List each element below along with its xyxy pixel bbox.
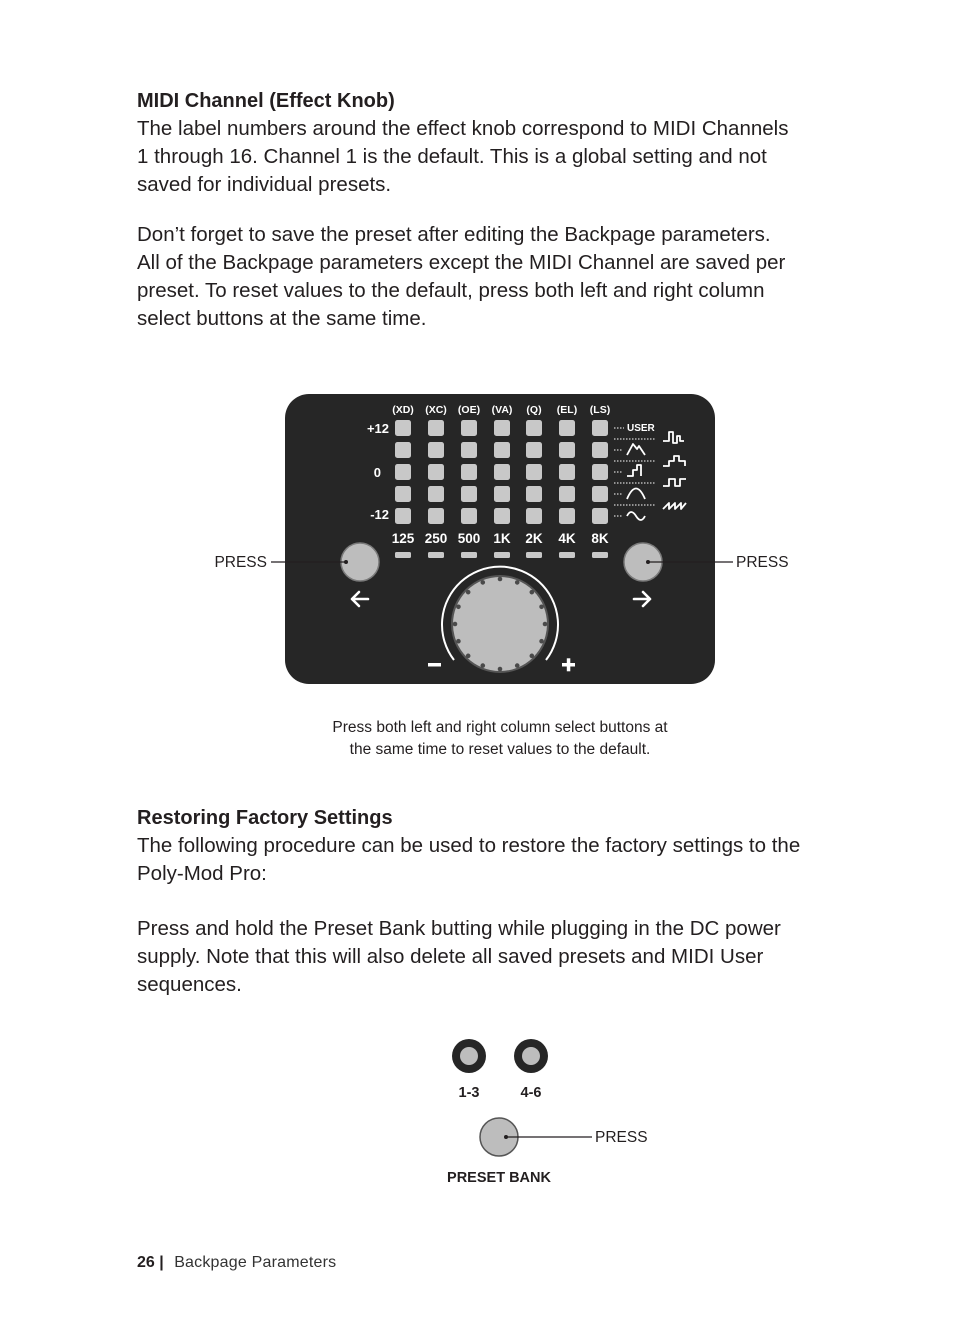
knob-grip-notch: [539, 639, 544, 644]
led-pad: [592, 508, 608, 524]
led-pad: [559, 420, 575, 436]
text-line: The following procedure can be used to restore the factory settings to the: [137, 834, 801, 857]
preset-bank-diagram: [0, 1030, 954, 1195]
column-label: (XD): [392, 404, 414, 416]
freq-label: 1K: [493, 531, 511, 546]
column-label: (EL): [556, 404, 578, 416]
led-pad: [461, 420, 477, 436]
effect-knob[interactable]: [452, 576, 548, 672]
text-line: saved for individual presets.: [137, 173, 392, 196]
knob-grip-notch: [456, 604, 461, 609]
section-heading-restoring: Restoring Factory Settings: [137, 807, 393, 829]
caption-line: the same time to reset values to the default.: [349, 741, 651, 758]
led-pad: [494, 486, 510, 502]
figure-caption: [250, 717, 750, 761]
row-label-zero: 0: [373, 465, 381, 480]
led-pad: [592, 442, 608, 458]
preset-bank-label: PRESET BANK: [447, 1170, 551, 1186]
led-pad: [461, 508, 477, 524]
text-line: 1 through 16. Channel 1 is the default. This is a global setting and not: [137, 145, 767, 168]
led-pad: [461, 464, 477, 480]
led-pad: [428, 442, 444, 458]
text-line: The label numbers around the effect knob correspond to MIDI Channels: [137, 117, 789, 140]
column-label: (OE): [457, 404, 481, 416]
press-right-label: PRESS: [736, 554, 789, 571]
text-line: sequences.: [137, 973, 242, 996]
column-label: (VA): [491, 404, 513, 416]
text-line: Don’t forget to save the preset after editing the Backpage parameters.: [137, 223, 771, 246]
led-pad: [494, 464, 510, 480]
text-line: Press and hold the Preset Bank butting while plugging in the DC power: [137, 917, 781, 940]
minus-icon: [428, 663, 441, 667]
section-heading-midi-channel: MIDI Channel (Effect Knob): [137, 90, 395, 112]
user-label: USER: [627, 423, 655, 434]
knob-grip-notch: [480, 580, 485, 585]
led-pad: [592, 464, 608, 480]
column-indicator-bar: [592, 552, 608, 558]
led-pad: [494, 442, 510, 458]
page-number: 26: [137, 1254, 155, 1271]
knob-grip-notch: [530, 590, 535, 595]
restoring-paragraph: [137, 832, 877, 888]
page-footer: [137, 1253, 336, 1273]
knob-grip-notch: [498, 667, 503, 672]
led-pad: [395, 486, 411, 502]
preset-bank-paragraph: [137, 915, 877, 999]
knob-grip-notch: [466, 590, 471, 595]
led-pad: [559, 508, 575, 524]
column-indicator-bar: [494, 552, 510, 558]
knob-grip-notch: [480, 663, 485, 668]
knob-grip-notch: [498, 577, 503, 582]
freq-label: 8K: [591, 531, 609, 546]
led-pad: [428, 464, 444, 480]
led-pad: [592, 486, 608, 502]
led-pad: [395, 464, 411, 480]
led-pad: [526, 442, 542, 458]
save-preset-paragraph: [137, 221, 877, 333]
footer-section-name: Backpage Parameters: [174, 1254, 337, 1271]
footer-separator: |: [159, 1254, 164, 1271]
led-pad: [592, 420, 608, 436]
press-label: PRESS: [595, 1129, 648, 1146]
row-label-minus12: -12: [370, 507, 389, 522]
knob-grip-notch: [515, 580, 520, 585]
text-line: select buttons at the same time.: [137, 307, 427, 330]
led-pad: [559, 464, 575, 480]
caption-line: Press both left and right column select buttons at: [332, 719, 668, 736]
led-pad: [461, 442, 477, 458]
led-label-4-6: 4-6: [520, 1085, 542, 1101]
freq-label: 500: [457, 531, 481, 546]
freq-label: 125: [391, 531, 415, 546]
freq-label: 250: [424, 531, 448, 546]
column-label: (LS): [589, 404, 611, 416]
led-pad: [526, 508, 542, 524]
column-label: (Q): [526, 404, 542, 416]
column-indicator-bar: [395, 552, 411, 558]
knob-grip-notch: [456, 639, 461, 644]
led-pad: [428, 486, 444, 502]
knob-grip-notch: [530, 654, 535, 659]
text-line: preset. To reset values to the default, press both left and right column: [137, 279, 765, 302]
knob-grip-notch: [466, 654, 471, 659]
led-pad: [526, 420, 542, 436]
text-line: Poly-Mod Pro:: [137, 862, 267, 885]
led-pad: [395, 508, 411, 524]
column-indicator-bar: [428, 552, 444, 558]
led-pad: [461, 486, 477, 502]
press-left-label: PRESS: [214, 554, 267, 571]
column-indicator-bar: [461, 552, 477, 558]
knob-grip-notch: [543, 622, 548, 627]
led-pad: [559, 486, 575, 502]
midi-channel-paragraph: [137, 115, 877, 199]
text-line: supply. Note that this will also delete all saved presets and MIDI User: [137, 945, 764, 968]
freq-label: 2K: [525, 531, 543, 546]
row-label-plus12: +12: [366, 421, 389, 436]
led-pad: [395, 420, 411, 436]
backpage-panel-diagram: [0, 380, 954, 700]
led-label-1-3: 1-3: [458, 1085, 480, 1101]
knob-grip-notch: [515, 663, 520, 668]
led-pad: [494, 508, 510, 524]
knob-grip-notch: [453, 622, 458, 627]
led-pad: [526, 464, 542, 480]
text-line: All of the Backpage parameters except the MIDI Channel are saved per: [137, 251, 786, 274]
freq-label: 4K: [558, 531, 576, 546]
knob-grip-notch: [539, 604, 544, 609]
led-pad: [395, 442, 411, 458]
column-label: (XC): [425, 404, 447, 416]
column-indicator-bar: [526, 552, 542, 558]
led-pad: [428, 508, 444, 524]
led-pad: [559, 442, 575, 458]
led-pad: [428, 420, 444, 436]
led-pad: [494, 420, 510, 436]
column-indicator-bar: [559, 552, 575, 558]
led-pad: [526, 486, 542, 502]
